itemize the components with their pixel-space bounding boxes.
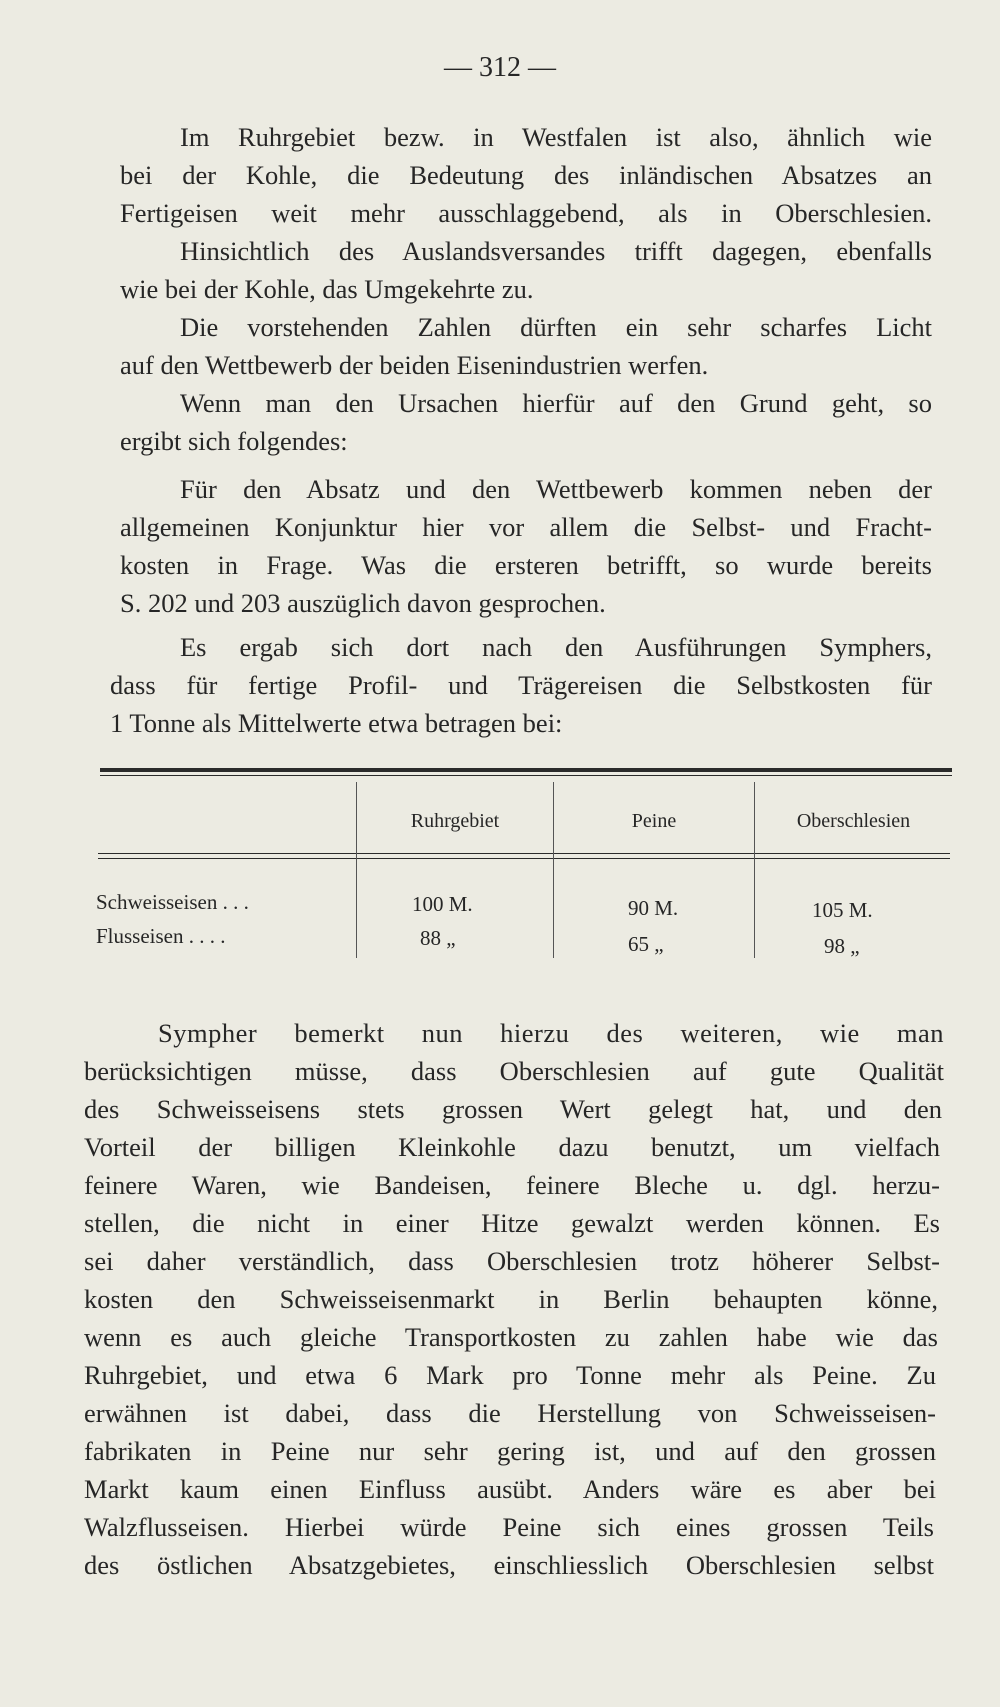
table-header-rule-2 [98, 858, 950, 859]
text-line: stellen, die nicht in einer Hitze gewalzt werden können. Es [84, 1208, 940, 1238]
text-line: des östlichen Absatzgebietes, einschliesslich Oberschlesien selbst [84, 1550, 934, 1580]
table-header-rule [98, 853, 950, 854]
text-line: Die vorstehenden Zahlen dürften ein sehr scharfes Licht [180, 312, 932, 342]
text-line: 1 Tonne als Mittelwerte etwa betragen bei: [110, 708, 563, 738]
table-top-rule-thin [100, 775, 952, 776]
table-cell: 65 „ [628, 932, 664, 956]
text-line: wenn es auch gleiche Transportkosten zu zahlen habe wie das [84, 1322, 938, 1352]
table-cell: 105 M. [812, 898, 873, 922]
column-header-oberschlesien: Oberschlesien [796, 810, 911, 832]
row-label: Schweisseisen . . . [96, 890, 249, 914]
text-line: bei der Kohle, die Bedeutung des inländischen Absatzes an [120, 160, 932, 190]
table-cell: 98 „ [824, 934, 860, 958]
page-number: — 312 — [444, 52, 556, 83]
text-line: auf den Wettbewerb der beiden Eisenindustrien werfen. [120, 350, 709, 380]
table-cell: 90 M. [628, 896, 679, 920]
text-line: Sympher bemerkt nun hierzu des weiteren, wie man [158, 1018, 944, 1048]
text-line: Hinsichtlich des Auslandsversandes trifft dagegen, ebenfalls [180, 236, 932, 266]
table-cell: 100 M. [412, 892, 473, 916]
column-divider [754, 782, 755, 958]
text-line: kosten in Frage. Was die ersteren betrifft, so wurde bereits [120, 550, 932, 580]
row-label: Flusseisen . . . . [96, 924, 226, 948]
text-line: Fertigeisen weit mehr ausschlaggebend, als in Oberschlesien. [120, 198, 932, 228]
text-line: Markt kaum einen Einfluss ausübt. Anders wäre es aber bei [84, 1474, 936, 1504]
text-line: allgemeinen Konjunktur hier vor allem die Selbst- und Fracht- [120, 512, 932, 542]
column-divider [553, 782, 554, 958]
table-top-rule [100, 768, 952, 772]
text-line: wie bei der Kohle, das Umgekehrte zu. [120, 274, 534, 304]
text-line: erwähnen ist dabei, dass die Herstellung von Schweisseisen- [84, 1398, 936, 1428]
text-line: Walzflusseisen. Hierbei würde Peine sich eines grossen Teils [84, 1512, 934, 1542]
text-line: berücksichtigen müsse, dass Oberschlesien auf gute Qualität [84, 1056, 944, 1086]
text-line: feinere Waren, wie Bandeisen, feinere Bleche u. dgl. herzu- [84, 1170, 940, 1200]
column-header-ruhrgebiet: Ruhrgebiet [410, 810, 500, 832]
text-line: fabrikaten in Peine nur sehr gering ist, und auf den grossen [84, 1436, 936, 1466]
text-line: Wenn man den Ursachen hierfür auf den Grund geht, so [180, 388, 932, 418]
text-line: des Schweisseisens stets grossen Wert gelegt hat, und den [84, 1094, 942, 1124]
text-line: Für den Absatz und den Wettbewerb kommen neben der [180, 474, 932, 504]
text-line: S. 202 und 203 auszüglich davon gesprochen. [120, 588, 606, 618]
text-line: Im Ruhrgebiet bezw. in Westfalen ist also, ähnlich wie [180, 122, 932, 152]
text-line: Es ergab sich dort nach den Ausführungen Symphers, [180, 632, 932, 662]
text-line: Vorteil der billigen Kleinkohle dazu benutzt, um vielfach [84, 1132, 940, 1162]
column-divider [356, 782, 357, 958]
column-header-peine: Peine [631, 810, 677, 832]
text-line: dass für fertige Profil- und Trägereisen die Selbstkosten für [110, 670, 932, 700]
text-line: Ruhrgebiet, und etwa 6 Mark pro Tonne mehr als Peine. Zu [84, 1360, 936, 1390]
text-line: kosten den Schweisseisenmarkt in Berlin behaupten könne, [84, 1284, 938, 1314]
text-line: ergibt sich folgendes: [120, 426, 348, 456]
text-line: sei daher verständlich, dass Oberschlesien trotz höherer Selbst- [84, 1246, 940, 1276]
table-cell: 88 „ [420, 926, 456, 950]
